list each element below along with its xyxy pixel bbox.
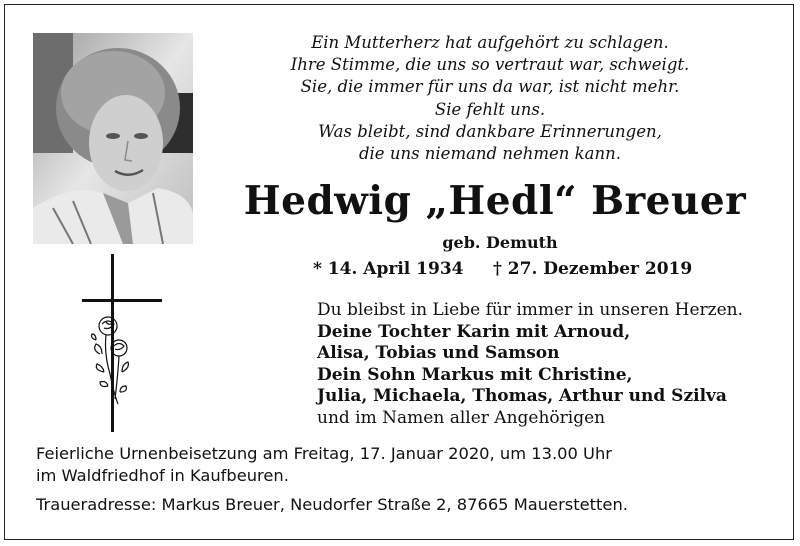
poem-line: die uns niemand nehmen kann.: [358, 144, 622, 164]
life-dates: [313, 259, 753, 279]
mourners-closing: und im Namen aller Angehörigen: [317, 407, 606, 428]
mourner-line: Alisa, Tobias und Samson: [317, 343, 560, 363]
ceremony-line: im Waldfriedhof in Kaufbeuren.: [36, 465, 289, 485]
deceased-name: Hedwig „Hedl“ Breuer: [243, 178, 747, 224]
mourner-line: Julia, Michaela, Thomas, Arthur und Szilva: [317, 386, 727, 406]
mourner-line: Deine Tochter Karin mit Arnoud,: [317, 321, 631, 342]
death-date: † 27. Dezember 2019: [493, 259, 693, 279]
poem-line: Sie, die immer für uns da war, ist nicht mehr.: [300, 77, 680, 97]
birth-date: * 14. April 1934: [313, 259, 464, 279]
poem-line: Sie fehlt uns.: [434, 99, 546, 119]
poem-line: Was bleibt, sind dankbare Erinnerungen,: [318, 121, 662, 141]
mourning-address: Traueradresse: Markus Breuer, Neudorfer Straße 2, 87665 Mauerstetten.: [36, 495, 628, 514]
memorial-poem: [250, 32, 730, 165]
ceremony-info: [36, 443, 776, 486]
portrait-photo: [33, 33, 193, 244]
mourners-intro: Du bleibst in Liebe für immer in unseren Herzen.: [317, 300, 743, 320]
mourner-line: Dein Sohn Markus mit Christine,: [317, 364, 633, 385]
ceremony-line: Feierliche Urnenbeisetzung am Freitag, 17. Januar 2020, um 13.00 Uhr: [36, 444, 612, 463]
birth-name: geb. Demuth: [442, 233, 558, 252]
mourners-list: [317, 300, 757, 429]
cross-with-roses-icon: [82, 254, 162, 438]
poem-line: Ein Mutterherz hat aufgehört zu schlagen.: [311, 33, 669, 52]
poem-line: Ihre Stimme, die uns so vertraut war, schweigt.: [290, 55, 690, 75]
